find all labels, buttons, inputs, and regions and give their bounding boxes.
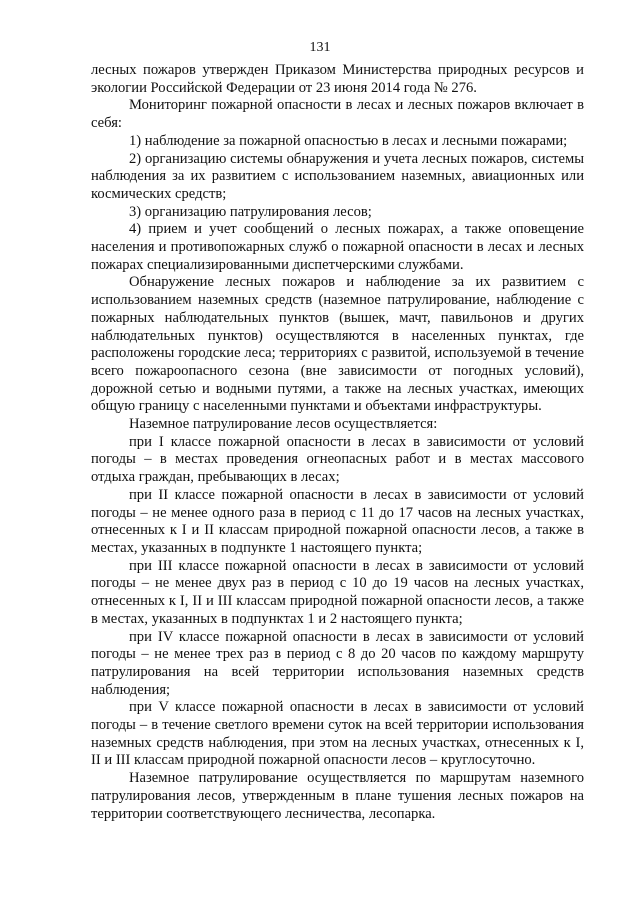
paragraph: Наземное патрулирование лесов осуществляется: (129, 416, 438, 433)
paragraph: при IV классе пожарной опасности в лесах в зависимости от условий погоды – не менее трех раз в период с 8 до 20 часов по каждому маршруту патрулирования на всей территории использования наземных средств наблюдения; (91, 628, 584, 698)
paragraph: при III классе пожарной опасности в лесах в зависимости от условий погоды – не менее двух раз в период с 10 до 19 часов на лесных участках, отнесенных к I, II и III классам природной пожарной опасности лесов, а также в местах, указанных в подпунктах 1 и 2 настоящего пункта; (91, 557, 584, 627)
paragraph: при V классе пожарной опасности в лесах в зависимости от условий погоды – в течение светлого времени суток на всей территории использования наземных средств наблюдения, при этом на лесных участках, отнесенных к I, II и III классам природной пожарной опасности лесов – круглосуточно. (91, 699, 584, 769)
paragraph: Наземное патрулирование осуществляется по маршрутам наземного патрулирования лесов, утвержденным в плане тушения лесных пожаров на территории соответствующего лесничества, лесопарка. (91, 770, 584, 822)
list-item: 3) организацию патрулирования лесов; (129, 203, 372, 220)
paragraph: лесных пожаров утвержден Приказом Министерства природных ресурсов и экологии Российской Федерации от 23 июня 2014 года № 276. (91, 62, 584, 96)
paragraph: Мониторинг пожарной опасности в лесах и лесных пожаров включает в себя: (91, 97, 584, 132)
list-item: 2) организацию системы обнаружения и учета лесных пожаров, системы наблюдения за их развитием с использованием наземных, авиационных или космических средств; (91, 150, 584, 202)
paragraph: Обнаружение лесных пожаров и наблюдение за их развитием с использованием наземных средств (наземное патрулирование, наблюдение с пожарных наблюдательных пунктов (вышек, мачт, павильонов и других наблюдательных пунктов) осуществляются в населенных пунктах, где расположены городские леса; территориях с развитой, используемой в течение всего пожароопасного сезона (вне зависимости от погодных условий), дорожной сетью и водными путями, а также на лесных участках, имеющих общую границу с населенными пунктами и объектами инфраструктуры. (91, 274, 584, 415)
paragraph: при I классе пожарной опасности в лесах в зависимости от условий погоды – в местах проведения огнеопасных работ и в местах массового отдыха граждан, пребывающих в лесах; (91, 433, 584, 486)
paragraph: при II классе пожарной опасности в лесах в зависимости от условий погоды – не менее одного раза в период с 11 до 17 часов на лесных участках, отнесенных к I и II классам природной пожарной опасности лесов, а также в местах, указанных в подпункте 1 настоящего пункта; (91, 486, 584, 556)
list-item: 1) наблюдение за пожарной опасностью в лесах и лесными пожарами; (129, 132, 568, 149)
page-number: 131 (309, 40, 331, 55)
list-item: 4) прием и учет сообщений о лесных пожарах, а также оповещение населения и противопожарных служб о пожарной опасности в лесах и лесных пожарах специализированными диспетчерскими службами. (91, 221, 584, 273)
document-body (91, 62, 584, 823)
